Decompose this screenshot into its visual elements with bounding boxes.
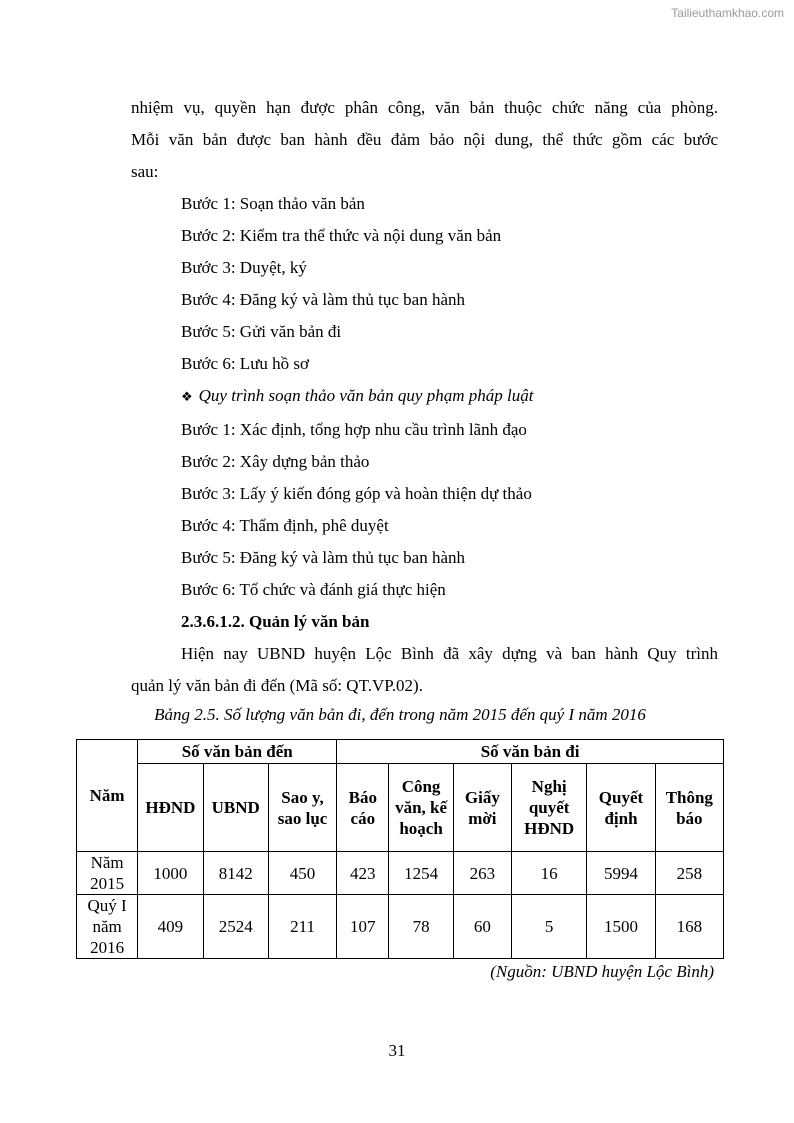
incoming-group-header: Số văn bản đến bbox=[138, 740, 337, 764]
section-para-line-2: quản lý văn bản đi đến (Mã số: QT.VP.02). bbox=[131, 676, 423, 695]
legal-step: Bước 5: Đăng ký và làm thủ tục ban hành bbox=[181, 548, 466, 567]
intro-line-3: sau: bbox=[131, 162, 159, 181]
table-row bbox=[77, 895, 724, 959]
general-step: Bước 3: Duyệt, ký bbox=[181, 258, 307, 277]
legal-step: Bước 3: Lấy ý kiến đóng góp và hoàn thiện dự thảo bbox=[181, 484, 532, 503]
legal-step: Bước 6: Tổ chức và đánh giá thực hiện bbox=[181, 580, 446, 599]
document-count-table bbox=[76, 739, 724, 959]
general-step: Bước 1: Soạn thảo văn bản bbox=[181, 194, 365, 213]
table-cell: 8142 bbox=[203, 852, 268, 895]
column-header: Giấy mời bbox=[453, 764, 511, 852]
table-cell: 5994 bbox=[587, 852, 655, 895]
row-label: Quý I năm 2016 bbox=[77, 895, 138, 959]
table-cell: 1000 bbox=[138, 852, 203, 895]
table-cell: 258 bbox=[655, 852, 723, 895]
legal-step: Bước 2: Xây dựng bản thảo bbox=[181, 452, 370, 471]
table-cell: 168 bbox=[655, 895, 723, 959]
watermark: Tailieuthamkhao.com bbox=[671, 6, 784, 20]
legal-process-title: Quy trình soạn thảo văn bản quy phạm pháp luật bbox=[198, 386, 534, 405]
table-row bbox=[77, 852, 724, 895]
table-caption: Bảng 2.5. Số lượng văn bản đi, đến trong năm 2015 đến quý I năm 2016 bbox=[154, 705, 646, 724]
table-cell: 78 bbox=[389, 895, 453, 959]
table-cell: 409 bbox=[138, 895, 203, 959]
general-step: Bước 4: Đăng ký và làm thủ tục ban hành bbox=[181, 290, 466, 309]
legal-step: Bước 4: Thẩm định, phê duyệt bbox=[181, 516, 389, 535]
outgoing-group-header: Số văn bản đi bbox=[337, 740, 724, 764]
column-header: Sao y, sao lục bbox=[268, 764, 336, 852]
column-header: Nghị quyết HĐND bbox=[511, 764, 586, 852]
table-cell: 107 bbox=[337, 895, 389, 959]
column-header: Báo cáo bbox=[337, 764, 389, 852]
column-header: Thông báo bbox=[655, 764, 723, 852]
table-cell: 5 bbox=[511, 895, 586, 959]
table-cell: 423 bbox=[337, 852, 389, 895]
row-label: Năm 2015 bbox=[77, 852, 138, 895]
general-step: Bước 6: Lưu hồ sơ bbox=[181, 354, 310, 373]
section-heading: 2.3.6.1.2. Quản lý văn bản bbox=[181, 612, 370, 631]
table-cell: 1500 bbox=[587, 895, 655, 959]
page-number: 31 bbox=[388, 1041, 406, 1060]
section-para-line-1: Hiện nay UBND huyện Lộc Bình đã xây dựng và ban hành Quy trình bbox=[181, 644, 718, 663]
table-source: (Nguồn: UBND huyện Lộc Bình) bbox=[490, 962, 714, 981]
column-header: Công văn, kế hoạch bbox=[389, 764, 453, 852]
legal-step: Bước 1: Xác định, tổng hợp nhu cầu trình lãnh đạo bbox=[181, 420, 527, 439]
intro-line-2: Mỗi văn bản được ban hành đều đảm bảo nội dung, thể thức gồm các bước bbox=[131, 130, 718, 149]
table-cell: 263 bbox=[453, 852, 511, 895]
column-header: Quyết định bbox=[587, 764, 655, 852]
legal-process-heading bbox=[131, 380, 718, 414]
table-cell: 60 bbox=[453, 895, 511, 959]
table-cell: 211 bbox=[268, 895, 336, 959]
table-cell: 450 bbox=[268, 852, 336, 895]
column-header: UBND bbox=[203, 764, 268, 852]
year-header: Năm bbox=[77, 740, 138, 852]
intro-line-1: nhiệm vụ, quyền hạn được phân công, văn bản thuộc chức năng của phòng. bbox=[131, 98, 718, 117]
column-header: HĐND bbox=[138, 764, 203, 852]
body-text bbox=[131, 92, 718, 702]
general-step: Bước 5: Gửi văn bản đi bbox=[181, 322, 342, 341]
table-cell: 1254 bbox=[389, 852, 453, 895]
table-cell: 2524 bbox=[203, 895, 268, 959]
table-cell: 16 bbox=[511, 852, 586, 895]
general-step: Bước 2: Kiểm tra thể thức và nội dung văn bản bbox=[181, 226, 502, 245]
diamond-bullet-icon: ❖ bbox=[181, 390, 193, 405]
